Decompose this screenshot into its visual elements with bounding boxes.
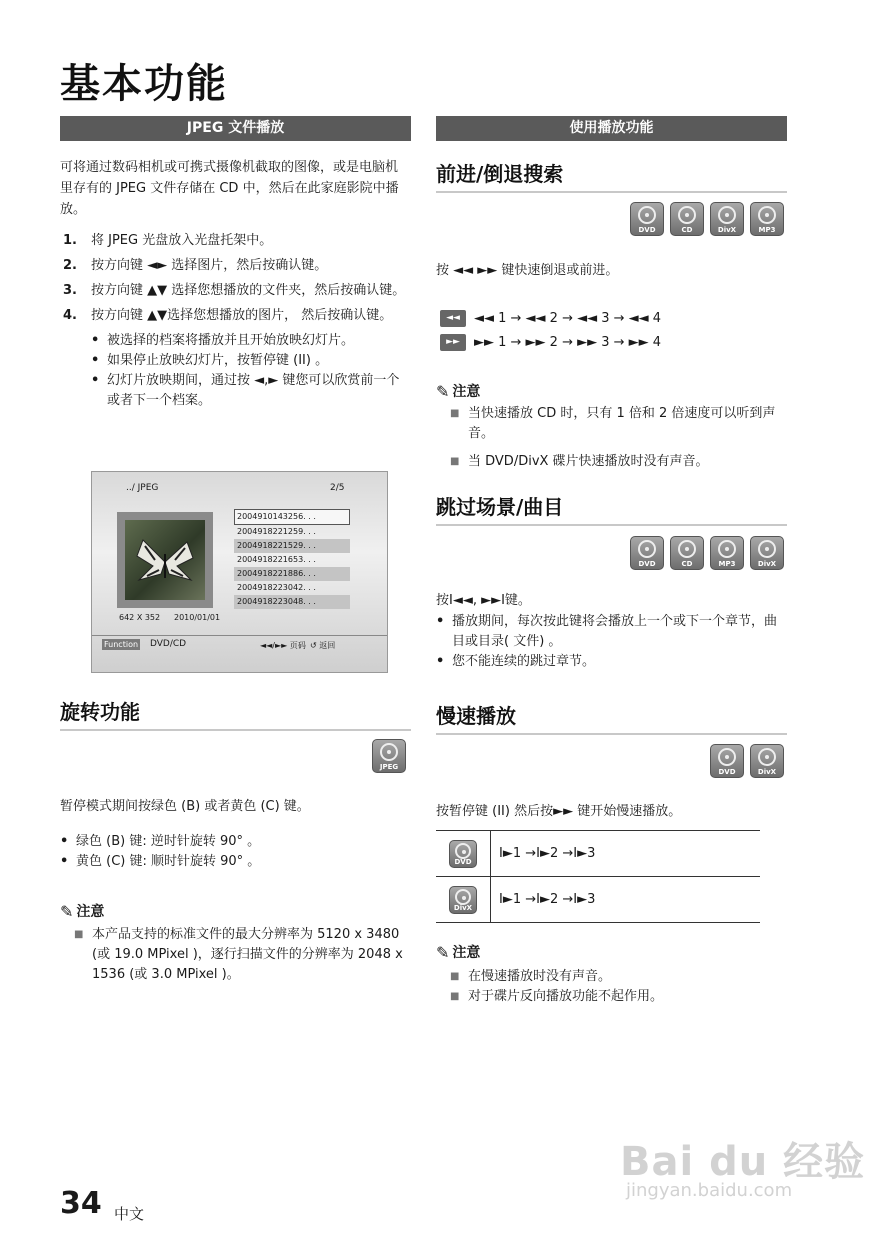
page-title: 基本功能 [60,61,228,107]
step-num: 4. [63,308,77,323]
mp3-disc-icon: MP3 [710,536,744,570]
list-item[interactable]: 2004918221529. . . [234,539,350,553]
pencil-icon: ✎ [436,942,450,962]
list-item: • 播放期间，每次按此键将会播放上一个或下一个章节，曲目或目录( 文件) 。 [436,614,778,649]
skip-text: 按I◄◄, ►►I键。 [436,593,531,608]
search-disc-row [600,202,784,236]
dvd-disc-icon: DVD [449,840,477,868]
list-item: ■ 对于碟片反向播放功能不起作用。 [450,989,664,1004]
pencil-icon: ✎ [436,381,450,401]
step-2 [63,256,408,276]
list-item[interactable]: 2004918221259. . . [237,527,316,536]
watermark-url: jingyan.baidu.com [626,1180,793,1201]
note-heading: ✎ 注意 [436,942,481,962]
return-hint: ↺ 返回 [310,641,336,650]
list-item[interactable]: 2004918221653. . . [237,555,316,564]
mp3-disc-icon: MP3 [750,202,784,236]
rotate-text: 暂停模式期间按绿色 (B) 或者黄色 (C) 键。 [60,799,310,814]
screen-page: 2/5 [330,483,345,493]
rewind-key-icon: ◄◄ [440,310,466,327]
skip-disc-row [600,536,784,570]
dvd-disc-icon: DVD [710,744,744,778]
slow-disc-row [700,744,784,778]
step-bullets [63,331,408,411]
search-text: 按 ◄◄ ►► 键快速倒退或前进。 [436,263,619,278]
jpeg-disc-icon: JPEG [372,739,406,773]
list-item: • 黄色 (C) 键: 顺时针旋转 90° 。 [60,854,261,869]
list-item[interactable]: 2004910143256. . . [234,509,350,525]
rotate-disc [372,739,406,773]
note-list [74,925,410,985]
slow-table [436,830,760,923]
screen-date: 2010/01/01 [174,613,221,622]
divider [92,635,387,636]
list-item: ■ 当 DVD/DivX 碟片快速播放时没有声音。 [450,454,709,469]
butterfly-image [125,520,205,600]
skip-title: 跳过场景/曲目 [436,491,787,526]
divx-disc-icon: DivX [750,744,784,778]
rewind-sequence: ◄◄ 1 → ◄◄ 2 → ◄◄ 3 → ◄◄ 4 [474,311,662,326]
table-cell: I►1 →I►2 →I►3 [491,877,761,923]
note-heading: ✎ 注意 [60,901,105,921]
table-cell [436,877,491,923]
step-4 [63,306,408,326]
section-bar-play: 使用播放功能 [436,116,787,141]
page-language: 中文 [114,1205,145,1223]
cd-disc-icon: CD [670,202,704,236]
search-sequences [440,307,661,355]
page-hint: ◄◄/►► 页码 [260,641,306,650]
list-item: • 您不能连续的跳过章节。 [436,654,596,669]
rotate-title: 旋转功能 [60,696,411,731]
step-num: 2. [63,258,77,273]
dvd-disc-icon: DVD [630,536,664,570]
slow-text: 按暂停键 (II) 然后按►► 键开始慢速播放。 [436,804,682,819]
step-text: 将 JPEG 光盘放入光盘托架中。 [91,233,273,248]
screen-source: DVD/CD [150,639,187,649]
note-heading: ✎ 注意 [436,381,481,401]
forward-row [440,331,661,355]
watermark-brand: Bai du 经验 [620,1139,866,1185]
divx-disc-icon: DivX [449,886,477,914]
list-item: ■ 在慢速播放时没有声音。 [450,969,612,984]
step-3 [63,281,408,301]
list-item: • 如果停止放映幻灯片，按暂停键 (II) 。 [91,353,329,368]
step-num: 1. [63,233,77,248]
screen-path: ../ JPEG [126,483,159,493]
forward-sequence: ►► 1 → ►► 2 → ►► 3 → ►► 4 [474,335,662,350]
step-num: 3. [63,283,77,298]
list-item: • 幻灯片放映期间，通过按 ◄,► 键您可以欣赏前一个或者下一个档案。 [91,373,400,408]
note-list [450,404,786,472]
list-item[interactable]: 2004918221886. . . [234,567,350,581]
cd-disc-icon: CD [670,536,704,570]
forward-key-icon: ►► [440,334,466,351]
step-text: 按方向键 ▲▼ 选择您想播放的文件夹，然后按确认键。 [91,283,406,298]
table-cell [436,831,491,877]
slow-title: 慢速播放 [436,700,787,735]
pencil-icon: ✎ [60,901,74,921]
table-row [436,877,760,923]
rewind-row [440,307,661,331]
step-1 [63,231,408,251]
page-number: 34 [60,1186,102,1221]
divx-disc-icon: DivX [710,202,744,236]
step-text: 按方向键 ◄► 选择图片，然后按确认键。 [91,258,328,273]
search-title: 前进/倒退搜索 [436,158,787,193]
thumbnail-frame [117,512,213,608]
jpeg-screen [91,471,388,673]
butterfly-icon [125,520,205,600]
list-item[interactable]: 2004918223048. . . [234,595,350,609]
list-item: ■ 本产品支持的标准文件的最大分辨率为 5120 x 3480 (或 19.0 MPixel )，逐行扫描文件的分辨率为 2048 x 1536 (或 3.0 MPixel )。 [74,927,403,982]
function-button[interactable]: Function [104,640,139,649]
screen-resolution: 642 X 352 [119,613,161,622]
list-item: ■ 当快速播放 CD 时，只有 1 倍和 2 倍速度可以听到声音。 [450,406,776,441]
jpeg-intro: 可将通过数码相机或可携式摄像机截取的图像，或是电脑机里存有的 JPEG 文件存储在 CD 中，然后在此家庭影院中播放。 [60,160,399,217]
list-item: • 被选择的档案将播放并且开始放映幻灯片。 [91,333,355,348]
note-list [450,967,786,1007]
table-cell: I►1 →I►2 →I►3 [491,831,761,877]
dvd-disc-icon: DVD [630,202,664,236]
step-text: 按方向键 ▲▼选择您想播放的图片， 然后按确认键。 [91,308,393,323]
rotate-bullets [60,832,410,872]
skip-bullets [436,612,786,672]
list-item[interactable]: 2004918223042. . . [237,583,316,592]
table-row [436,831,760,877]
jpeg-steps [63,231,408,411]
divx-disc-icon: DivX [750,536,784,570]
section-bar-jpeg: JPEG 文件播放 [60,116,411,141]
file-list [234,509,350,609]
list-item: • 绿色 (B) 键: 逆时针旋转 90° 。 [60,834,261,849]
